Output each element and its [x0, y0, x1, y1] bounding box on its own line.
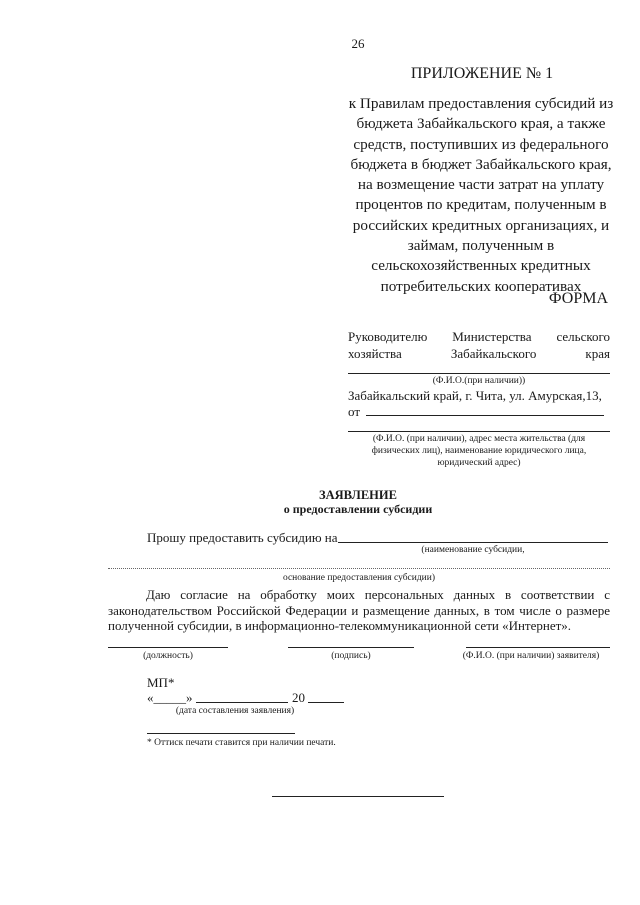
request-text: Прошу предоставить субсидию на — [147, 530, 338, 545]
footnote-text: * Оттиск печати ставится при наличии печати. — [147, 738, 336, 748]
basis-caption: основание предоставления субсидии) — [282, 573, 436, 583]
page-number: 26 — [351, 36, 365, 51]
statement-subtitle: о предоставлении субсидии — [283, 502, 433, 516]
addressee-address: Забайкальский край, г. Чита, ул. Амурская,13, — [348, 388, 602, 403]
rules-reference: к Правилам предоставления субсидий из бюджета Забайкальского края, а также средств, поступивших из федерального бюджета в бюджет Забайкальского края, на возмещение части затрат на уплату процентов по кредитам, полученным в российских кредитных организациях, и займам, полученным в сельскохозяйственных кредитных потребительских кооперативах — [348, 95, 614, 295]
date-open-quote: « — [147, 690, 154, 705]
addressee-name-caption: (Ф.И.О.(при наличии)) — [432, 376, 526, 386]
signature-line — [288, 647, 414, 648]
from-label: от — [348, 404, 361, 419]
consent-text: Даю согласие на обработку моих персональных данных в соответствии с законодательством Российской Федерации и размещение данных, в том числе о размере полученной субсидии, в информационно-телекоммуникационной сети «Интернет». — [108, 587, 610, 633]
applicant-name-line — [466, 647, 610, 648]
applicant-line — [348, 431, 610, 432]
basis-line — [108, 568, 610, 569]
applicant-caption: (Ф.И.О. (при наличии), адрес места жительства (для физических лиц), наименование юридического лица, юридический адрес) — [371, 434, 587, 468]
date-day-blank: _____ — [153, 690, 186, 705]
date-caption: (дата составления заявления) — [175, 706, 295, 716]
from-line — [366, 415, 604, 416]
date-row — [147, 690, 193, 706]
subsidy-name-line — [338, 542, 608, 543]
form-label: ФОРМА — [548, 290, 608, 307]
year-line — [308, 702, 344, 703]
date-close-quote: » — [186, 690, 193, 705]
subsidy-caption: (наименование субсидии, — [421, 545, 525, 555]
signature-caption: (подпись) — [331, 651, 371, 661]
footnote-separator — [147, 733, 295, 734]
appendix-title: ПРИЛОЖЕНИЕ № 1 — [410, 65, 554, 82]
applicant-name-caption: (Ф.И.О. (при наличии) заявителя) — [462, 651, 600, 661]
stamp-label: МП* — [147, 675, 175, 690]
end-separator — [272, 796, 444, 797]
statement-title: ЗАЯВЛЕНИЕ — [319, 488, 397, 502]
date-month-line — [196, 702, 288, 703]
position-line — [108, 647, 228, 648]
addressee-line: Руководителю Министерства сельского хозяйства Забайкальского края — [348, 329, 610, 361]
position-caption: (должность) — [143, 651, 193, 661]
year-prefix: 20 — [292, 690, 305, 705]
addressee-name-line — [348, 373, 610, 374]
